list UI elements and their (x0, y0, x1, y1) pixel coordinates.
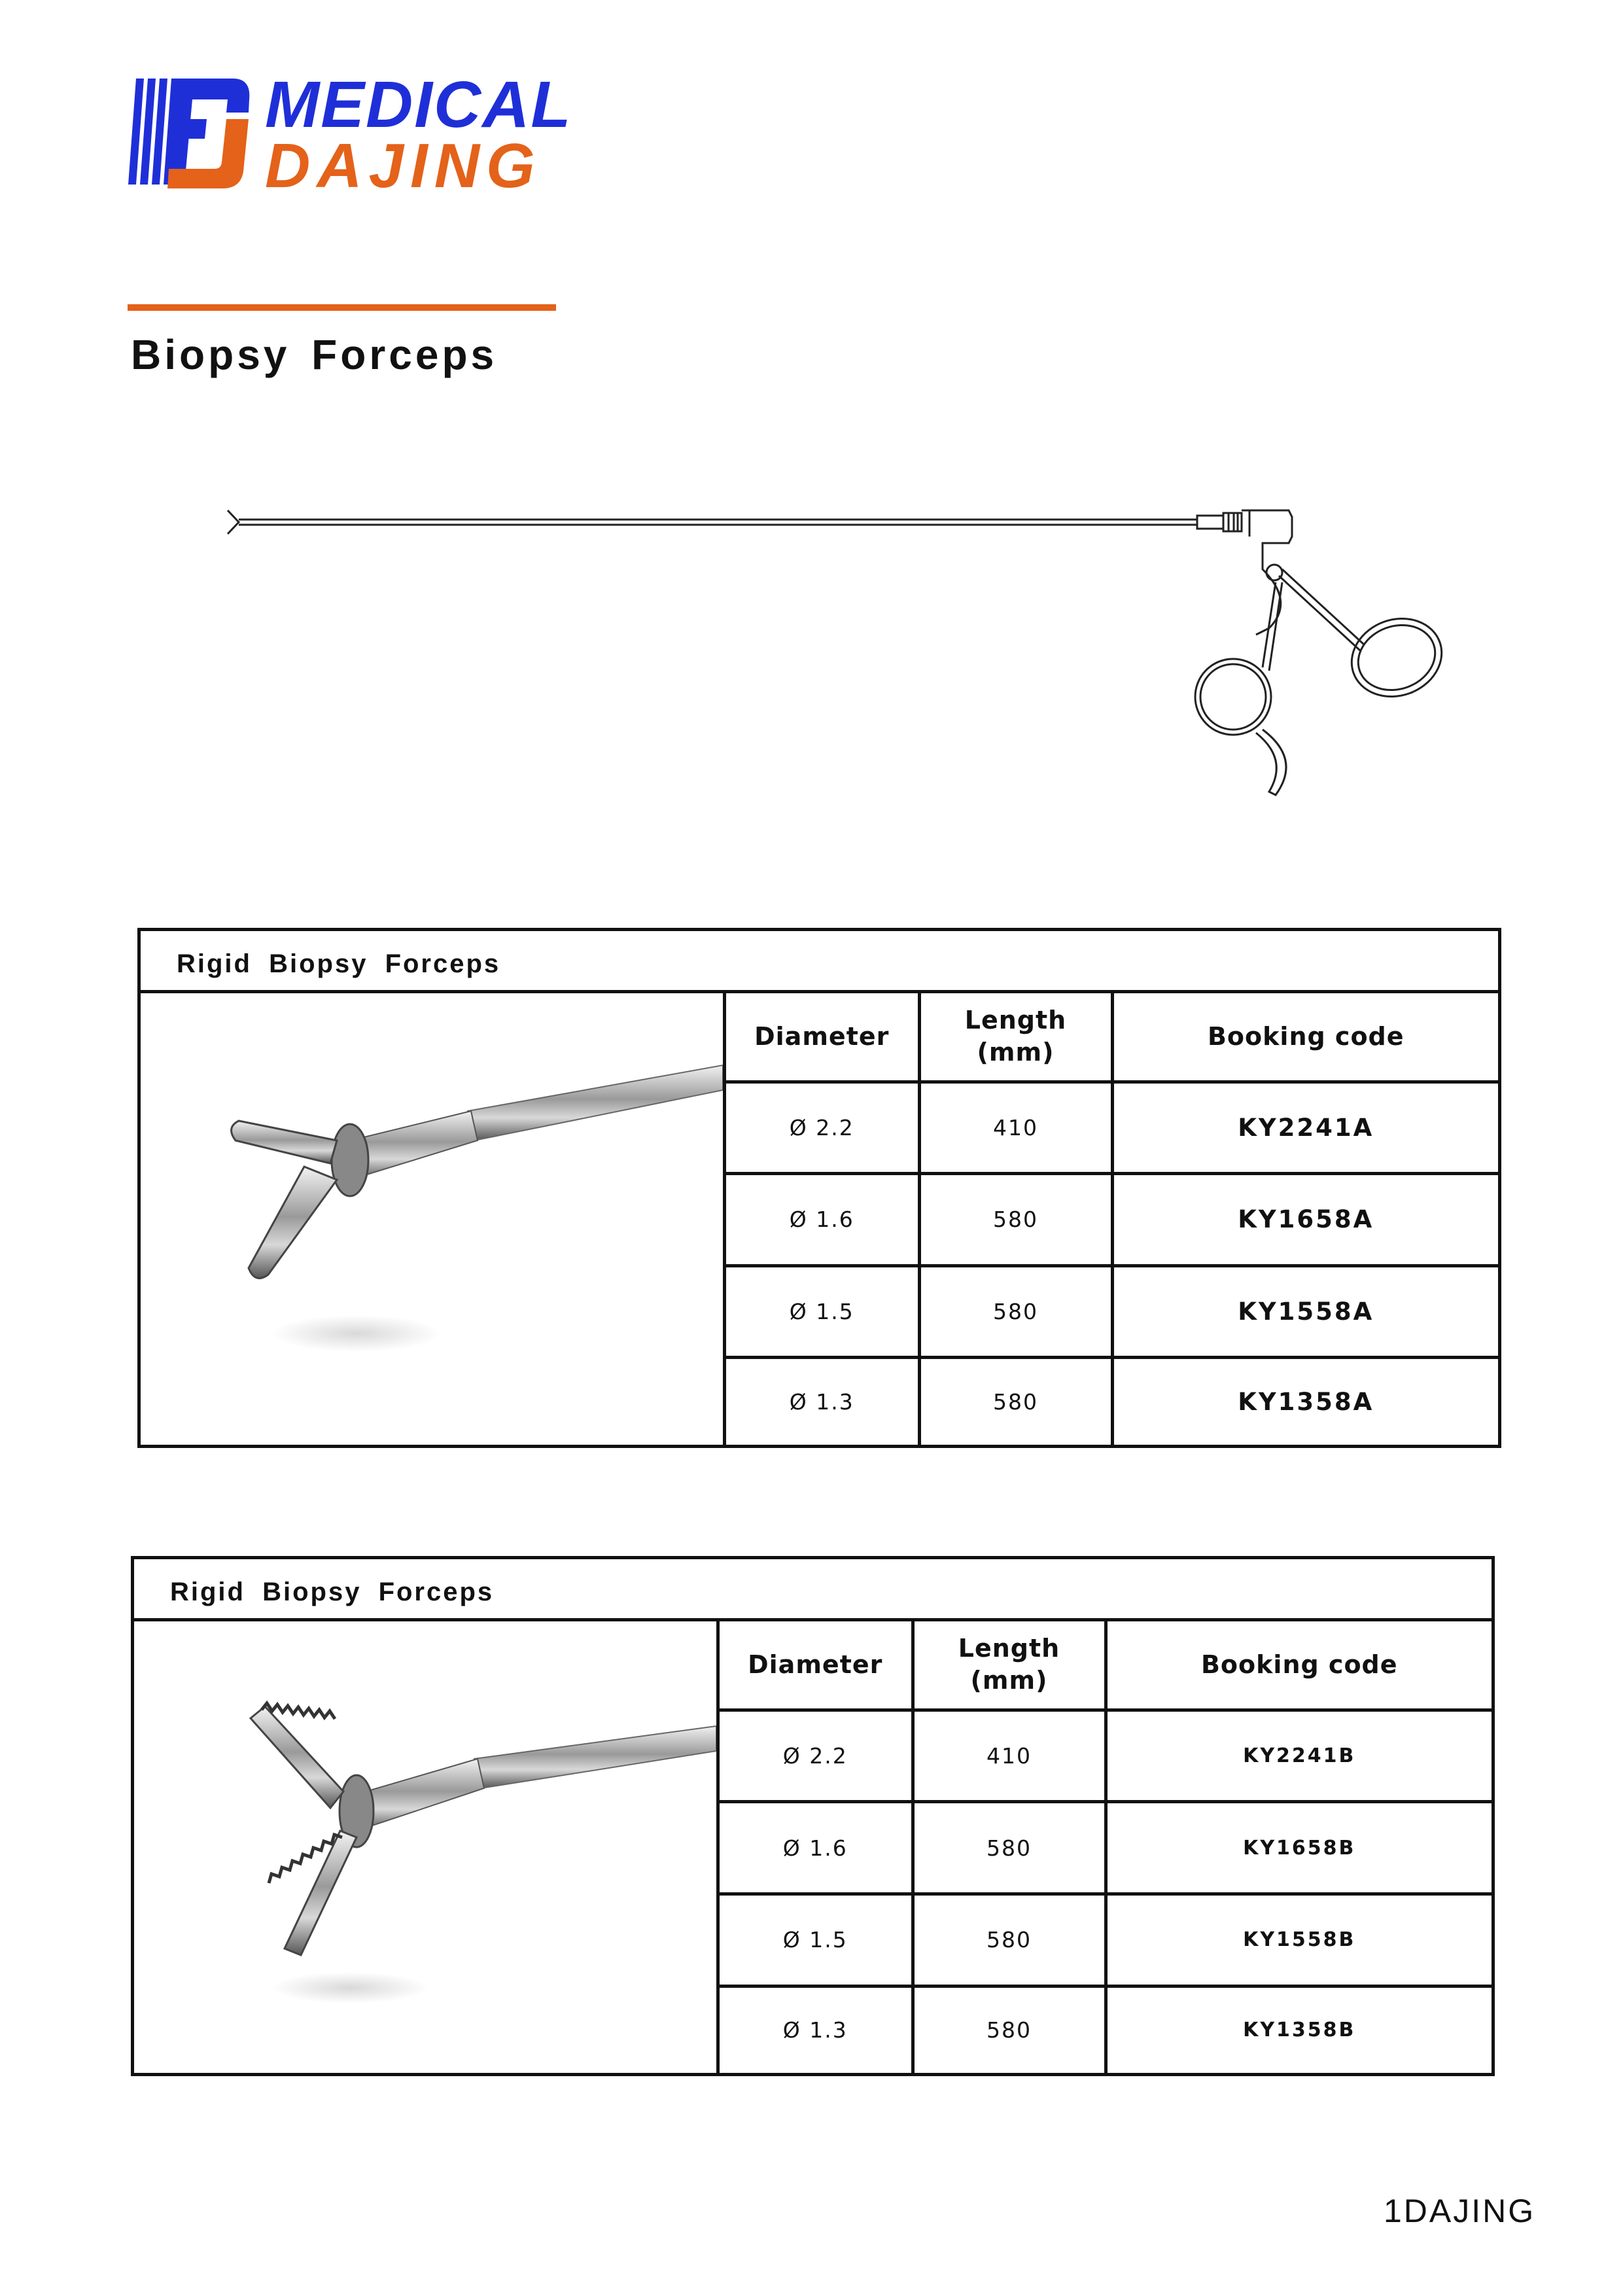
table-row (726, 1174, 1498, 1266)
header-booking-code: Booking code (1112, 993, 1498, 1082)
cell-diameter: Ø 2.2 (720, 1710, 913, 1802)
brand-line-dajing: DAJING (265, 131, 542, 201)
cell-length: 580 (919, 1358, 1112, 1445)
spec-grid (726, 993, 1498, 1445)
header-diameter: Diameter (720, 1621, 913, 1710)
cell-booking-code: KY1658A (1112, 1174, 1498, 1266)
cup-jaw-tip-illustration (141, 993, 723, 1445)
cell-booking-code: KY1558B (1106, 1894, 1492, 1986)
spec-table-title-row (134, 1559, 1492, 1621)
page-title: Biopsy Forceps (131, 331, 498, 378)
table-row (726, 1082, 1498, 1174)
cell-booking-code: KY1358A (1112, 1358, 1498, 1445)
serrated-jaw-forceps-photo (134, 1621, 720, 2073)
header-diameter: Diameter (726, 993, 919, 1082)
spec-grid (720, 1621, 1492, 2073)
table-row (720, 1710, 1492, 1802)
cell-diameter: Ø 1.6 (720, 1802, 913, 1894)
accent-rule (128, 304, 556, 311)
header-booking-code: Booking code (1106, 1621, 1492, 1710)
cup-jaw-forceps-photo (141, 993, 726, 1445)
table-row (720, 1986, 1492, 2073)
cell-diameter: Ø 1.3 (720, 1986, 913, 2073)
cell-length: 580 (913, 1986, 1106, 2073)
header-length-line2: (mm) (970, 1666, 1048, 1695)
header-length (919, 993, 1112, 1082)
cell-diameter: Ø 1.6 (726, 1174, 919, 1266)
cell-length: 580 (919, 1265, 1112, 1358)
forceps-line-drawing (216, 497, 1472, 824)
cell-length: 580 (919, 1174, 1112, 1266)
spec-table-cup-jaw (137, 928, 1501, 1448)
spec-table (726, 993, 1498, 1445)
cell-length: 410 (919, 1082, 1112, 1174)
cell-diameter: Ø 1.5 (720, 1894, 913, 1986)
header-length-line2: (mm) (977, 1038, 1055, 1067)
cell-booking-code: KY1558A (1112, 1265, 1498, 1358)
cell-length: 580 (913, 1894, 1106, 1986)
cell-diameter: Ø 2.2 (726, 1082, 919, 1174)
spec-table-title: Rigid Biopsy Forceps (177, 949, 501, 978)
cell-length: 410 (913, 1710, 1106, 1802)
header-length-line1: Length (958, 1633, 1060, 1663)
page-footer: 1DAJING (1384, 2193, 1536, 2229)
cell-diameter: Ø 1.5 (726, 1265, 919, 1358)
header-length-line1: Length (964, 1005, 1067, 1034)
spec-table (720, 1621, 1492, 2073)
cell-booking-code: KY1658B (1106, 1802, 1492, 1894)
table-row (726, 1265, 1498, 1358)
table-row (726, 1358, 1498, 1445)
brand-line-medical: MEDICAL (265, 68, 572, 141)
cell-booking-code: KY2241B (1106, 1710, 1492, 1802)
spec-table-title: Rigid Biopsy Forceps (170, 1578, 495, 1606)
table-row (720, 1802, 1492, 1894)
cell-booking-code: KY1358B (1106, 1986, 1492, 2073)
cell-diameter: Ø 1.3 (726, 1358, 919, 1445)
cell-length: 580 (913, 1802, 1106, 1894)
spec-table-title-row (141, 931, 1498, 993)
table-row (720, 1894, 1492, 1986)
serrated-jaw-tip-illustration (134, 1621, 716, 2073)
brand-wordmark (265, 68, 572, 201)
spec-table-serrated-jaw (131, 1556, 1495, 2076)
header-length (913, 1621, 1106, 1710)
cell-booking-code: KY2241A (1112, 1082, 1498, 1174)
